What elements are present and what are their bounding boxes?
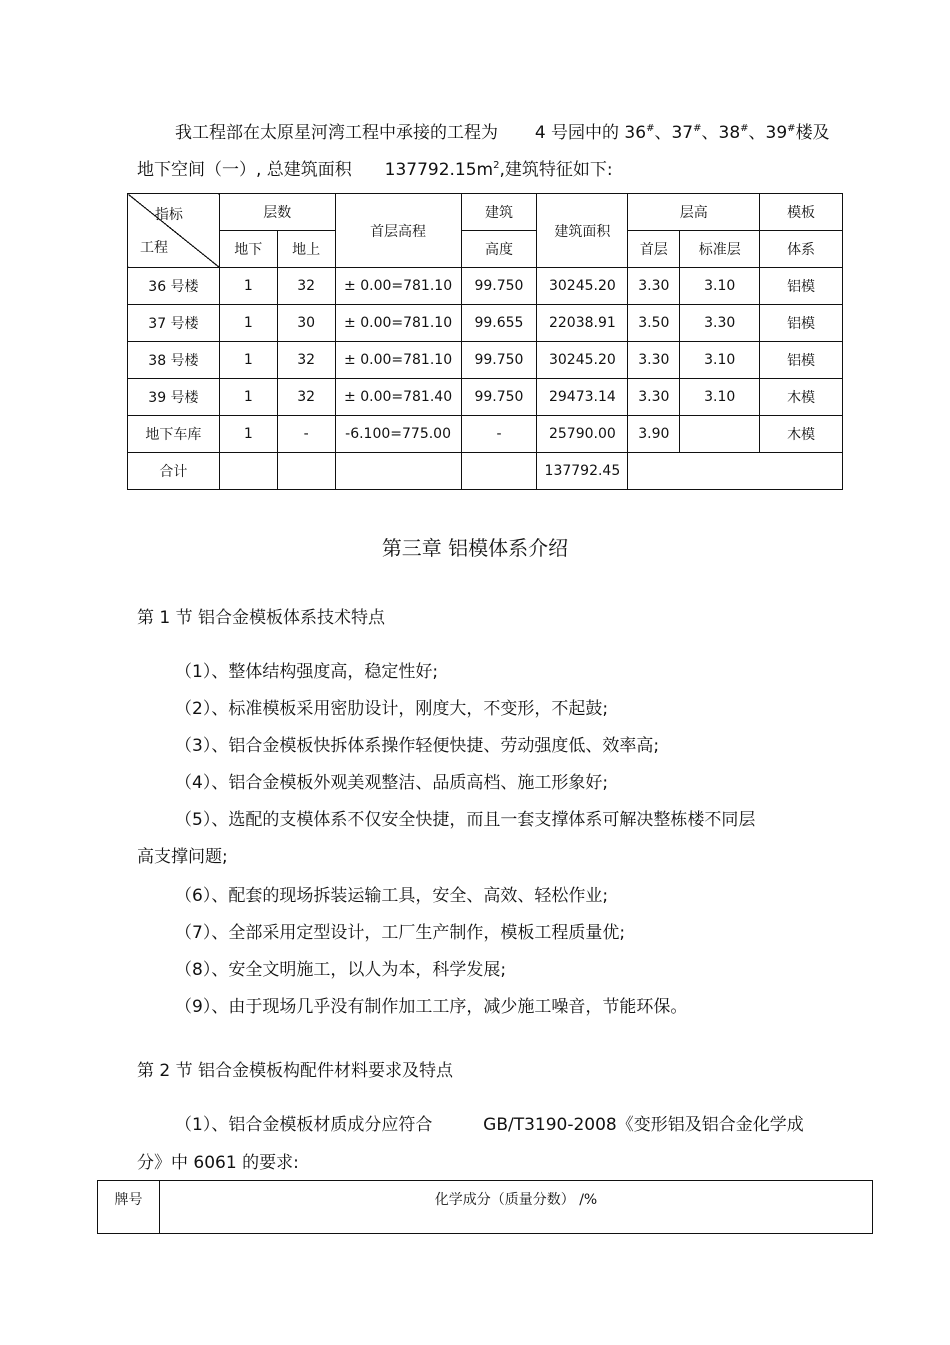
cell-above: - [277,416,335,453]
cell-first-floor: 3.50 [628,305,680,342]
cell-first-floor: 3.90 [628,416,680,453]
header-formwork: 模板 [760,194,843,231]
cell-total-area: 137792.45 [537,453,628,490]
table-header-row-1 [128,194,843,231]
cell-formwork: 铝模 [760,305,843,342]
sup-mark: # [740,123,749,134]
cell-height: 99.750 [461,268,537,305]
cell-total-label: 合计 [128,453,220,490]
header-chemical-composition: 化学成分（质量分数） /% [160,1181,873,1234]
cell-name: 39 号楼 [128,379,220,416]
list-item: （4）、铝合金模板外观美观整洁、品质高档、施工形象好; [175,773,609,793]
header-floor-height: 层高 [628,194,760,231]
list-item: （6）、配套的现场拆装运输工具，安全、高效、轻松作业; [175,886,609,906]
list-item: （2）、标准模板采用密肋设计，刚度大，不变形，不起鼓; [175,699,609,719]
cell-standard-floor: 3.30 [680,305,760,342]
cell-formwork: 木模 [760,379,843,416]
section-2-title: 第 2 节 铝合金模板构配件材料要求及特点 [137,1061,454,1081]
cell-below: 1 [219,268,277,305]
cell-empty [219,453,277,490]
cell-empty [277,453,335,490]
cell-above: 32 [277,379,335,416]
cell-empty [628,453,843,490]
table-row [128,342,843,379]
cell-above: 30 [277,305,335,342]
intro-text-a: 我工程部在太原星河湾工程中承接的工程为 [175,123,498,143]
building-39: 39 [765,123,788,143]
sep: 、 [701,123,719,143]
header-gongcheng: 工程 [140,240,168,256]
cell-below: 1 [219,379,277,416]
intro-line-1 [175,121,830,145]
total-area-text: 137792.15m [384,160,494,180]
header-first-floor-elevation: 首层高程 [335,194,461,268]
cell-above: 32 [277,342,335,379]
header-grade: 牌号 [98,1181,160,1234]
intro-line-2 [137,158,613,182]
cell-elevation: ± 0.00=781.10 [335,342,461,379]
chapter-title: 第三章 铝模体系介绍 [381,536,569,560]
table-row [128,305,843,342]
cell-name: 38 号楼 [128,342,220,379]
header-building: 建筑 [461,194,537,231]
header-first-floor: 首层 [628,231,680,268]
sup-squared: 2 [493,160,500,171]
cell-height: 99.750 [461,379,537,416]
table-header-row-2 [128,231,843,268]
list-item-continuation: 高支撑问题; [137,847,228,867]
header-system: 体系 [760,231,843,268]
sep: 、 [748,123,766,143]
building-features-table [127,193,843,490]
requirement-line-2: 分》中 6061 的要求: [137,1153,299,1173]
list-item: （5）、选配的支模体系不仅安全快捷，而且一套支撑体系可解决整栋楼不同层 [175,810,756,830]
chemical-composition-table [97,1180,873,1234]
cell-empty [461,453,537,490]
cell-formwork: 铝模 [760,268,843,305]
header-area: 建筑面积 [537,194,628,268]
building-38: 38 [718,123,741,143]
table-total-row [128,453,843,490]
header-height: 高度 [461,231,537,268]
table-row [128,416,843,453]
cell-formwork: 木模 [760,416,843,453]
list-item: （9）、由于现场几乎没有制作加工工序，减少施工噪音，节能环保。 [175,997,688,1017]
diagonal-header-cell [128,194,220,268]
cell-name: 37 号楼 [128,305,220,342]
cell-name: 地下车库 [128,416,220,453]
cell-standard-floor: 3.10 [680,342,760,379]
list-item: （1）、整体结构强度高，稳定性好; [175,662,439,682]
cell-elevation: -6.100=775.00 [335,416,461,453]
cell-height: 99.655 [461,305,537,342]
header-floors: 层数 [219,194,335,231]
sup-mark: # [646,123,655,134]
requirement-line-1 [175,1113,804,1137]
intro-text-c: 地下空间（一）, 总建筑面积 [137,160,352,180]
section-1-title: 第 1 节 铝合金模板体系技术特点 [137,608,386,628]
list-item: （7）、全部采用定型设计，工厂生产制作，模板工程质量优; [175,923,626,943]
sup-mark: # [787,123,796,134]
header-standard-floor: 标准层 [680,231,760,268]
cell-below: 1 [219,342,277,379]
requirement-text-a: （1）、铝合金模板材质成分应符合 [175,1115,433,1135]
cell-first-floor: 3.30 [628,342,680,379]
cell-elevation: ± 0.00=781.40 [335,379,461,416]
intro-text-end: 楼及 [795,123,830,143]
table-row [128,268,843,305]
intro-text-d: ,建筑特征如下: [499,160,613,180]
cell-area: 25790.00 [537,416,628,453]
cell-formwork: 铝模 [760,342,843,379]
cell-standard-floor [680,416,760,453]
cell-above: 32 [277,268,335,305]
list-item: （3）、铝合金模板快拆体系操作轻便快捷、劳动强度低、效率高; [175,736,660,756]
sup-mark: # [693,123,702,134]
cell-area: 22038.91 [537,305,628,342]
cell-empty [335,453,461,490]
cell-area: 29473.14 [537,379,628,416]
cell-first-floor: 3.30 [628,268,680,305]
table-row [128,379,843,416]
cell-first-floor: 3.30 [628,379,680,416]
cell-standard-floor: 3.10 [680,268,760,305]
cell-below: 1 [219,416,277,453]
cell-height: 99.750 [461,342,537,379]
list-item: （8）、安全文明施工，以人为本，科学发展; [175,960,507,980]
table-header-row [98,1181,873,1234]
header-zhibiao: 指标 [154,207,183,223]
intro-text-b: 4 号园中的 36 [534,123,647,143]
cell-elevation: ± 0.00=781.10 [335,305,461,342]
sep: 、 [654,123,672,143]
cell-below: 1 [219,305,277,342]
cell-elevation: ± 0.00=781.10 [335,268,461,305]
cell-area: 30245.20 [537,342,628,379]
header-below-ground: 地下 [219,231,277,268]
requirement-text-b: GB/T3190-2008《变形铝及铝合金化学成 [483,1115,804,1135]
cell-name: 36 号楼 [128,268,220,305]
cell-height: - [461,416,537,453]
building-37: 37 [671,123,694,143]
header-above-ground: 地上 [277,231,335,268]
cell-area: 30245.20 [537,268,628,305]
cell-standard-floor: 3.10 [680,379,760,416]
